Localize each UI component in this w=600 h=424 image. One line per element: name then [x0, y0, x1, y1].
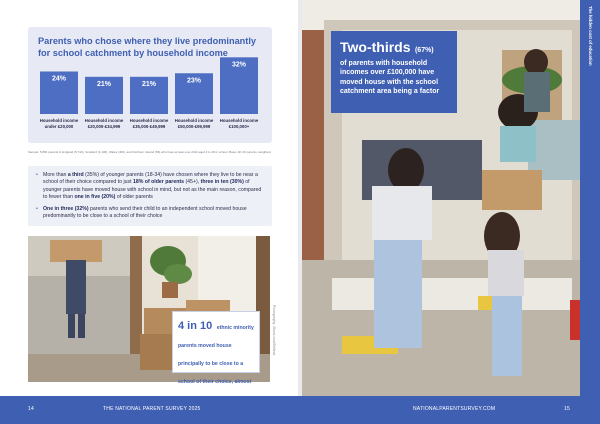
category-label-0-line-0: Household income	[39, 118, 79, 123]
income-bar-chart	[28, 27, 272, 143]
callout-headline: Two-thirds	[340, 39, 411, 55]
bullet-0-run-8: of older parents	[115, 194, 153, 201]
section-tab-label: The hidden cost of education	[588, 6, 593, 66]
callout-stat: 4 in 10	[178, 320, 213, 332]
ethnic-minority-callout	[172, 311, 260, 385]
bullet-1-run-0: One in three (32%)	[43, 205, 89, 212]
category-label-2-line-0: Household income	[129, 118, 169, 123]
left-page	[0, 0, 298, 396]
bullet-independent-school	[36, 206, 264, 221]
category-label-0-line-1: under £20,000	[44, 124, 74, 129]
footer-survey-title: THE NATIONAL PARENT SURVEY 2025	[103, 406, 201, 412]
footer-url[interactable]: NATIONALPARENTSURVEY.COM	[413, 406, 496, 412]
bullet-0-run-1: a third	[67, 172, 84, 178]
bullet-0-run-4: (45+),	[184, 179, 201, 186]
bullet-1-run-1: parents who send their child to an independent school moved house predominantly to be close to a school of their choice	[43, 205, 247, 220]
category-label-4-line-1: £100,000+	[228, 124, 250, 129]
right-page	[302, 0, 600, 396]
bullet-list	[28, 166, 272, 226]
bullet-0-run-3: 18% of older parents	[132, 179, 184, 186]
bullet-0-run-7: one in five (20%)	[74, 194, 116, 201]
page-number-left: 14	[28, 406, 34, 412]
bar-value-label-1: 21%	[96, 80, 112, 88]
category-label-4-line-0: Household income	[219, 118, 259, 123]
bullet-younger-parents	[36, 172, 264, 202]
bullet-0-run-5: three in ten (30%)	[200, 179, 244, 186]
category-label-2-line-1: £35,000-£49,999	[132, 124, 166, 129]
bullet-0-run-2: (35%) of younger parents (18-34) have chosen where they live to be near a school of their choice compared to just	[43, 172, 258, 186]
callout-text: ethnic minority parents moved house principally to be close to a school of their choice, almost	[178, 325, 254, 385]
bullet-0-run-6: of younger parents have moved house with school in mind, but not as the main reason, compared to fewer than	[43, 179, 262, 201]
photo-credit: Photography: iStock.com/Tellbrok	[272, 305, 276, 356]
callout-percent: (67%)	[414, 47, 434, 54]
bar-value-label-0: 24%	[51, 75, 67, 83]
category-label-3-line-0: Household income	[174, 118, 214, 123]
footer-band	[0, 396, 600, 424]
chart-title: Parents who chose where they live predominantly for school catchment by household income	[38, 36, 257, 58]
category-label-1-line-1: £20,000-£34,999	[87, 124, 121, 129]
bullet-0-run-0: More than	[43, 172, 68, 178]
category-label-1-line-0: Household income	[84, 118, 124, 123]
section-tab	[580, 0, 600, 396]
two-thirds-callout	[331, 31, 457, 113]
category-label-3-line-1: £50,000-£99,999	[177, 124, 211, 129]
bar-value-label-2: 21%	[141, 80, 157, 88]
chart-card	[28, 27, 272, 143]
bar-value-label-3: 23%	[186, 77, 202, 85]
bar-value-label-4: 32%	[231, 61, 247, 69]
callout-body: of parents with household incomes over £100,000 have moved house with the school catchment area being a factor	[340, 60, 440, 96]
page-number-right: 15	[564, 406, 570, 412]
source-note: Sample: 5,884 parents in England (5,744), Scotland (1,106), Wales (460), and Northern Ireland (59) who have at least one child aged 4 to 18 in school. Base: All UK parents, weighted.	[28, 150, 272, 154]
